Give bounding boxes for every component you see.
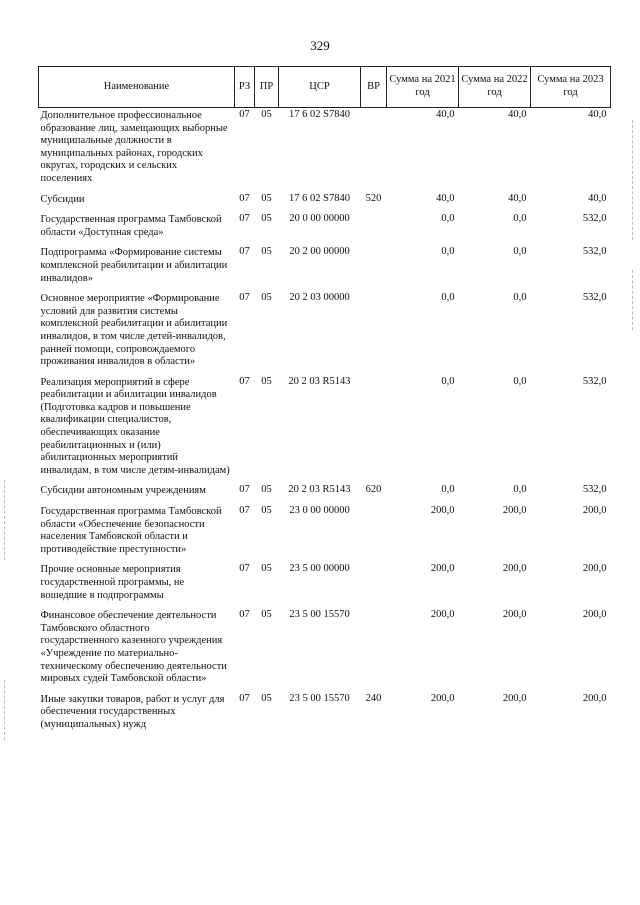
row-name: Реализация мероприятий в сфере реабилитации и абилитации инвалидов (Подготовка кадров и повышение квалификации специалистов, обеспечивающих оказание реабилитационных и (или) абилитационных мероприятий инвалидам, в том числе детям-инвалидам) — [40, 376, 230, 476]
scan-edge-line — [4, 680, 5, 740]
row-vr: 620 — [365, 484, 382, 496]
row-name: Подпрограмма «Формирование системы комплексной реабилитации и абилитации инвалидов» — [40, 247, 228, 284]
header-sum-2022: Сумма на 2022 год — [459, 67, 531, 108]
row-name: Финансовое обеспечение деятельности Тамбовского областного государственного казенного учреждения «Учреждение по материально-техническому обеспечению деятельности мировых судей Тамбовской области» — [40, 610, 227, 685]
row-sum-2023: 200,0 — [582, 692, 607, 704]
row-sum-2022: 200,0 — [502, 692, 527, 704]
row-vr — [361, 212, 387, 245]
row-pr: 05 — [261, 246, 272, 258]
row-sum-2022: 40,0 — [508, 109, 527, 120]
row-rz: 07 — [239, 292, 250, 304]
row-rz: 07 — [239, 109, 250, 120]
row-vr: 520 — [365, 192, 382, 204]
row-sum-2021: 0,0 — [441, 246, 455, 258]
row-sum-2021: 40,0 — [436, 192, 455, 204]
table-row — [39, 562, 611, 608]
row-csr: 20 0 00 00000 — [289, 213, 350, 225]
row-sum-2022: 200,0 — [502, 609, 527, 621]
row-pr: 05 — [261, 292, 272, 304]
row-csr: 20 2 03 R5143 — [288, 375, 351, 387]
row-sum-2021: 0,0 — [441, 484, 455, 496]
row-vr — [361, 608, 387, 692]
row-sum-2023: 200,0 — [582, 505, 607, 517]
row-vr: 240 — [365, 692, 382, 704]
row-pr: 05 — [261, 505, 272, 517]
row-pr: 05 — [261, 484, 272, 496]
scan-edge-line — [632, 270, 633, 330]
row-sum-2023: 40,0 — [588, 192, 607, 204]
table-header — [39, 67, 611, 108]
row-name: Государственная программа Тамбовской области «Доступная среда» — [40, 214, 222, 238]
row-pr: 05 — [261, 109, 272, 120]
row-sum-2023: 532,0 — [582, 246, 607, 258]
row-vr — [361, 562, 387, 608]
row-sum-2022: 0,0 — [513, 246, 527, 258]
row-sum-2022: 0,0 — [513, 292, 527, 304]
table-body — [39, 108, 611, 738]
header-csr: ЦСР — [279, 67, 361, 108]
row-rz: 07 — [239, 505, 250, 517]
table-row — [39, 504, 611, 562]
row-pr: 05 — [261, 213, 272, 225]
row-pr: 05 — [261, 375, 272, 387]
table-row — [39, 192, 611, 213]
row-sum-2021: 200,0 — [430, 609, 455, 621]
row-sum-2022: 0,0 — [513, 375, 527, 387]
row-name: Государственная программа Тамбовской области «Обеспечение безопасности населения Тамбовской области и противодействие преступности» — [40, 506, 222, 555]
row-rz: 07 — [239, 484, 250, 496]
row-sum-2021: 200,0 — [430, 563, 455, 575]
header-name: Наименование — [39, 67, 235, 108]
row-vr — [361, 245, 387, 291]
row-csr: 17 6 02 S7840 — [289, 192, 350, 204]
row-sum-2022: 0,0 — [513, 484, 527, 496]
row-rz: 07 — [239, 246, 250, 258]
row-sum-2023: 40,0 — [588, 109, 607, 120]
row-pr: 05 — [261, 192, 272, 204]
row-sum-2023: 200,0 — [582, 563, 607, 575]
row-sum-2022: 200,0 — [502, 563, 527, 575]
table-row — [39, 291, 611, 375]
table-row — [39, 245, 611, 291]
row-pr: 05 — [261, 692, 272, 704]
row-csr: 23 5 00 15570 — [289, 692, 350, 704]
row-sum-2023: 532,0 — [582, 292, 607, 304]
row-sum-2022: 200,0 — [502, 505, 527, 517]
row-vr — [361, 291, 387, 375]
header-pr: ПР — [255, 67, 279, 108]
table-row — [39, 692, 611, 738]
row-rz: 07 — [239, 213, 250, 225]
row-vr — [361, 504, 387, 562]
row-csr: 23 5 00 00000 — [289, 563, 350, 575]
row-rz: 07 — [239, 563, 250, 575]
header-vr: ВР — [361, 67, 387, 108]
page-number: 329 — [310, 38, 330, 53]
scan-edge-line — [632, 120, 633, 240]
row-name: Дополнительное профессиональное образование лиц, замещающих выборные муниципальные должности в муниципальных районах, городских округах, городских и сельских поселениях — [40, 110, 228, 184]
row-sum-2021: 200,0 — [430, 505, 455, 517]
table-row — [39, 375, 611, 484]
row-sum-2023: 200,0 — [582, 609, 607, 621]
budget-table — [38, 66, 611, 738]
row-csr: 20 2 03 00000 — [289, 292, 350, 304]
row-sum-2023: 532,0 — [582, 375, 607, 387]
table-row — [39, 483, 611, 504]
header-rz: РЗ — [235, 67, 255, 108]
row-rz: 07 — [239, 692, 250, 704]
row-vr — [361, 375, 387, 484]
row-rz: 07 — [239, 375, 250, 387]
row-sum-2021: 0,0 — [441, 292, 455, 304]
row-sum-2021: 40,0 — [436, 109, 455, 120]
table-row — [39, 212, 611, 245]
row-name: Иные закупки товаров, работ и услуг для обеспечения государственных (муниципальных) нужд — [40, 693, 225, 730]
row-sum-2021: 0,0 — [441, 213, 455, 225]
row-csr: 20 2 00 00000 — [289, 246, 350, 258]
row-name: Прочие основные мероприятия государственной программы, не вошедшие в подпрограммы — [40, 564, 185, 601]
row-vr — [361, 108, 387, 192]
row-sum-2022: 0,0 — [513, 213, 527, 225]
row-sum-2023: 532,0 — [582, 484, 607, 496]
row-rz: 07 — [239, 609, 250, 621]
scan-edge-line — [4, 480, 5, 560]
header-sum-2023: Сумма на 2023 год — [531, 67, 611, 108]
row-csr: 23 5 00 15570 — [289, 609, 350, 621]
row-sum-2021: 0,0 — [441, 375, 455, 387]
row-csr: 23 0 00 00000 — [289, 505, 350, 517]
table-row — [39, 108, 611, 192]
row-name: Субсидии — [40, 193, 85, 205]
table-row — [39, 608, 611, 692]
row-csr: 20 2 03 R5143 — [288, 484, 351, 496]
row-rz: 07 — [239, 192, 250, 204]
row-name: Основное мероприятие «Формирование условий для развития системы комплексной реабилитации и абилитации инвалидов, в том числе детей-инвалидов, ранней помощи, сопровождаемого проживания инвалидов в области» — [40, 293, 228, 368]
row-name: Субсидии автономным учреждениям — [40, 485, 206, 497]
row-sum-2021: 200,0 — [430, 692, 455, 704]
row-sum-2022: 40,0 — [508, 192, 527, 204]
header-sum-2021: Сумма на 2021 год — [387, 67, 459, 108]
row-pr: 05 — [261, 609, 272, 621]
row-pr: 05 — [261, 563, 272, 575]
row-sum-2023: 532,0 — [582, 213, 607, 225]
row-csr: 17 6 02 S7840 — [289, 109, 350, 120]
